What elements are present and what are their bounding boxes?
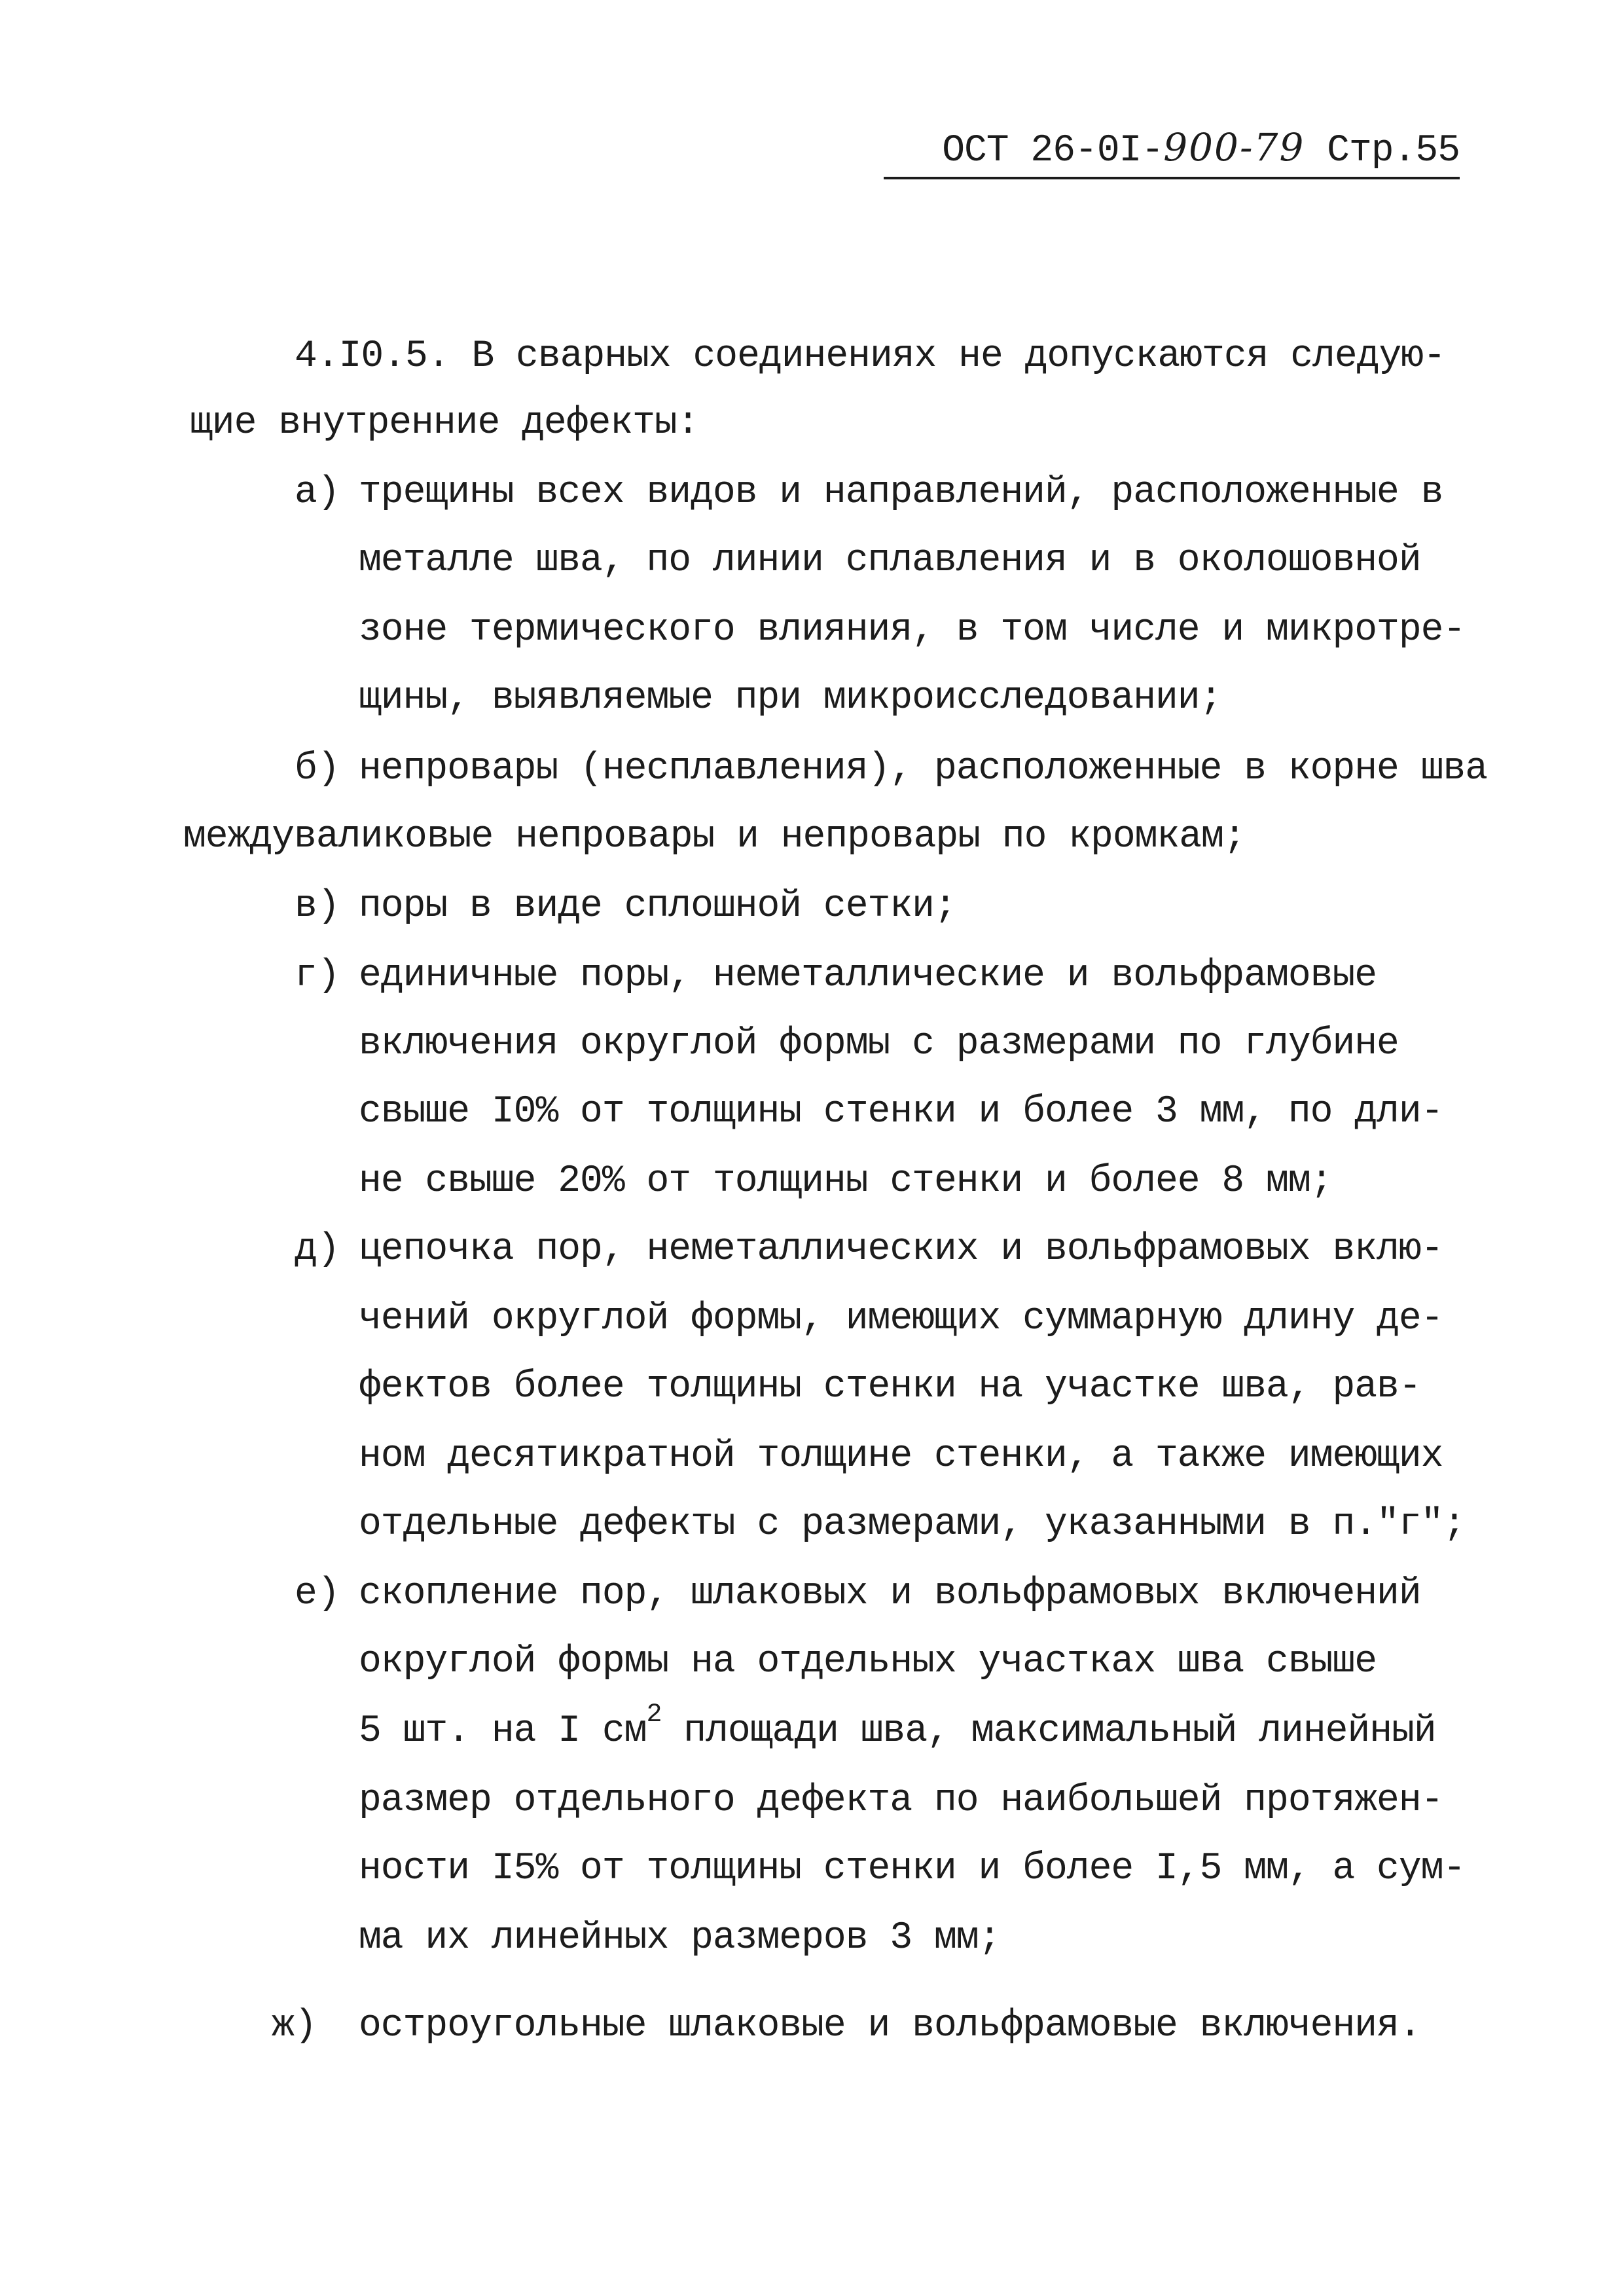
page-number: Стр.55 [1305, 130, 1460, 172]
item-a-line: трещины всех видов и направлений, расположенные в [359, 471, 1443, 514]
item-d-line: ном десятикратной толщине стенки, а также имеющих [359, 1435, 1443, 1478]
item-a-line: зоне термического влияния, в том числе и микротре- [359, 609, 1466, 651]
item-e-line: ма их линейных размеров 3 мм; [359, 1917, 1001, 1959]
item-v-line: поры в виде сплошной сетки; [359, 885, 956, 928]
clause-heading: 4.I0.5. В сварных соединениях не допускаются следую- [295, 335, 1445, 378]
item-e-line-part: площади шва, максимальный линейный [661, 1710, 1436, 1753]
item-d-line: отдельные дефекты с размерами, указанными в п."г"; [359, 1503, 1466, 1546]
item-zh-marker: ж) [272, 2005, 317, 2047]
item-e-line: скопление пор, шлаковых и вольфрамовых включений [359, 1573, 1421, 1615]
item-a-marker: а) [295, 471, 340, 514]
item-e-marker: е) [295, 1573, 340, 1615]
item-g-line: не свыше 20% от толщины стенки и более 8 мм; [359, 1160, 1333, 1203]
item-v-marker: в) [295, 885, 340, 928]
item-e-line-part: 5 шт. на I см [359, 1710, 647, 1753]
page-header [884, 118, 1460, 179]
item-a-line: щины, выявляемые при микроисследовании; [359, 677, 1222, 720]
superscript-exponent: 2 [646, 1700, 662, 1730]
item-e-line: размер отдельного дефекта по наибольшей протяжен- [359, 1779, 1443, 1822]
clause-heading-continued: щие внутренние дефекты: [190, 402, 699, 445]
handwritten-standard-number: 900-79 [1163, 125, 1305, 170]
item-g-line: включения округлой формы с размерами по глубине [359, 1023, 1399, 1065]
item-e-line [359, 1700, 1436, 1755]
item-g-line: единичные поры, неметаллические и вольфрамовые [359, 955, 1377, 997]
item-zh-line: остроугольные шлаковые и вольфрамовые включения. [359, 2005, 1421, 2047]
item-d-marker: д) [295, 1228, 340, 1271]
item-b-marker: б) [295, 748, 340, 790]
item-b-line: непровары (несплавления), расположенные в корне шва [359, 748, 1488, 790]
item-d-line: цепочка пор, неметаллических и вольфрамовых вклю- [359, 1228, 1443, 1271]
item-d-line: чений округлой формы, имеющих суммарную длину де- [359, 1298, 1443, 1340]
item-e-line: округлой формы на отдельных участках шва свыше [359, 1641, 1377, 1683]
standard-code: ОСТ 26-0I- [942, 130, 1164, 172]
item-e-line: ности I5% от толщины стенки и более I,5 мм, а сум- [359, 1848, 1466, 1890]
item-b-line: междуваликовые непровары и непровары по кромкам; [183, 816, 1246, 858]
item-d-line: фектов более толщины стенки на участке шва, рав- [359, 1366, 1421, 1408]
item-g-line: свыше I0% от толщины стенки и более 3 мм, по дли- [359, 1091, 1443, 1133]
item-a-line: металле шва, по линии сплавления и в околошовной [359, 539, 1421, 582]
item-g-marker: г) [295, 955, 340, 997]
